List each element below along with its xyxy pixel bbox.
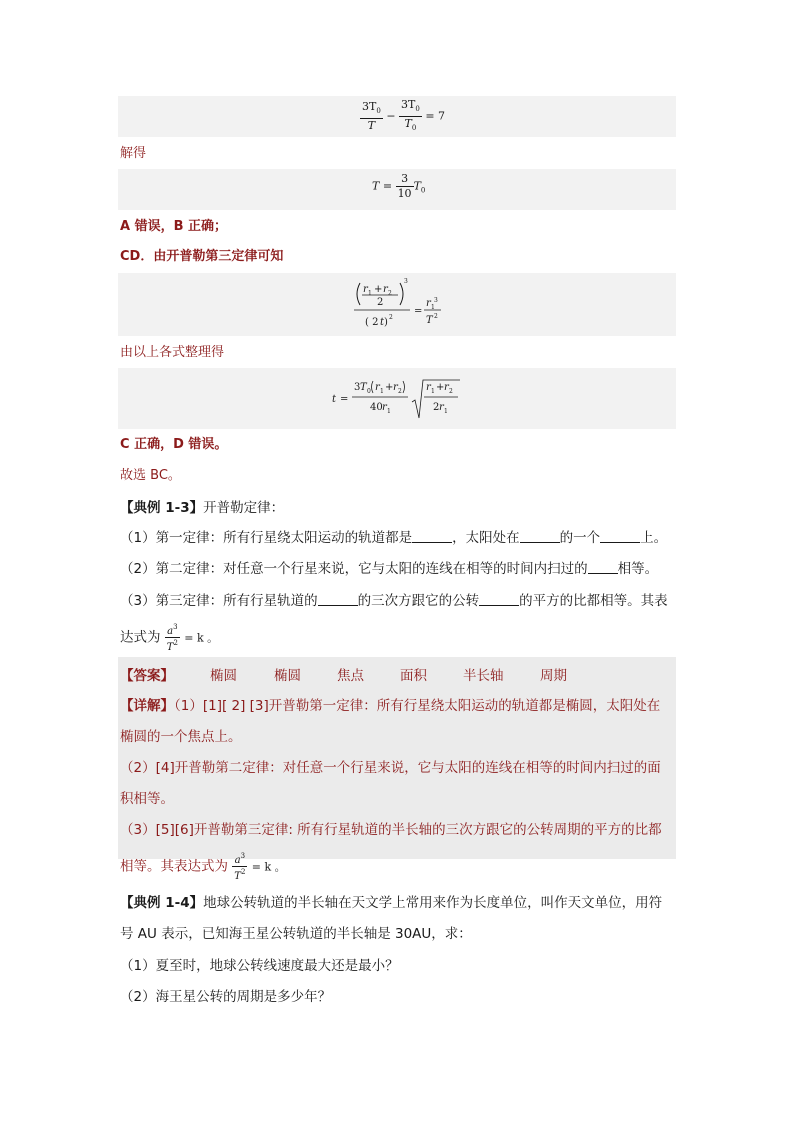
svg-text:3: 3	[434, 297, 438, 304]
svg-text:+: +	[436, 382, 445, 393]
svg-text:+: +	[385, 382, 394, 393]
equation-2: T = $\frac{3}{10}$ $T_0$	[372, 172, 426, 200]
detail-p2b: 积相等。	[120, 791, 174, 807]
svg-text:1: 1	[380, 388, 384, 395]
svg-text:3: 3	[404, 278, 408, 285]
cd-intro: CD．由开普勒第三定律可知	[120, 249, 284, 264]
answer-item-6: 周期	[540, 668, 567, 684]
example-1-3-q3: （3）第三定律：所有行星轨道的 的三次方跟它的公转 的平方的比都相等。其表	[120, 593, 668, 609]
svg-text:r: r	[363, 284, 368, 295]
detail-p2a: （2）[4]开普勒第二定律：对任意一个行星来说，它与太阳的连线在相等的时间内扫过的面	[120, 760, 661, 776]
cd-conclusion: C 正确，D 错误。	[120, 437, 228, 452]
svg-text:40: 40	[370, 402, 383, 413]
example-1-4-q2: （2）海王星公转的周期是多少年？	[120, 989, 332, 1005]
detail-p3b: 相等。其表达式为 $\frac{a^3}{T^2}$ = k 。	[120, 852, 286, 882]
answer-label: 【答案】	[120, 668, 174, 684]
svg-text:=: =	[414, 306, 423, 317]
svg-text:1: 1	[387, 408, 391, 415]
example-1-3-heading: 【典例 1-3】开普勒定律：	[120, 500, 285, 516]
svg-text:=: =	[340, 394, 349, 405]
svg-text:2: 2	[449, 388, 453, 395]
svg-text:r: r	[426, 298, 431, 309]
svg-text:2: 2	[434, 313, 438, 320]
svg-text:t: t	[332, 394, 337, 405]
svg-text:2: 2	[398, 388, 402, 395]
svg-text:t: t	[380, 317, 385, 328]
svg-text:r: r	[383, 284, 388, 295]
svg-text:1: 1	[431, 388, 435, 395]
svg-text:1: 1	[431, 304, 435, 311]
svg-text:r: r	[375, 382, 380, 393]
example-1-3-q1: （1）第一定律：所有行星绕太阳运动的轨道都是 ，太阳处在 的一个 上。	[120, 530, 668, 546]
equation-1: $\frac{3T_0}{T}$ − $\frac{3T_0}{T_0}$ = 7	[362, 98, 446, 132]
svg-text:T: T	[360, 382, 367, 393]
svg-text:( 2: ( 2	[365, 317, 379, 328]
svg-text:1: 1	[444, 408, 448, 415]
svg-text:0: 0	[367, 388, 371, 395]
combine-label: 由以上各式整理得	[120, 345, 225, 360]
svg-text:2: 2	[433, 402, 440, 413]
choose-line: 故选 BC。	[120, 468, 181, 483]
svg-text:2: 2	[389, 314, 393, 321]
example-1-3-q3-expression: 达式为 $\frac{a^3}{T^2}$ = k 。	[120, 623, 219, 653]
answer-item-1: 椭圆	[210, 668, 237, 684]
detail-p1a: 【详解】（1）[1][ 2] [3]开普勒第一定律：所有行星绕太阳运动的轨道都是椭圆，太阳处在	[120, 698, 661, 714]
detail-p1b: 椭圆的一个焦点上。	[120, 729, 242, 745]
svg-text:2: 2	[388, 290, 392, 297]
svg-text:+: +	[374, 284, 383, 295]
svg-text:r: r	[444, 382, 449, 393]
solve-label: 解得	[120, 146, 147, 161]
svg-text:T: T	[426, 315, 433, 326]
svg-text:r: r	[393, 382, 398, 393]
svg-text:1: 1	[368, 290, 372, 297]
example-1-4-l1: 【典例 1-4】地球公转轨道的半长轴在天文学上常用来作为长度单位，叫作天文单位，用符	[120, 895, 663, 911]
answer-item-2: 椭圆	[274, 668, 301, 684]
equation-4	[330, 372, 470, 426]
answer-item-5: 半长轴	[463, 668, 504, 684]
detail-p3a: （3）[5][6]开普勒第三定律: 所有行星轨道的半长轴的三次方跟它的公转周期的平方的比都	[120, 822, 662, 838]
example-1-3-q2: （2）第二定律：对任意一个行星来说，它与太阳的连线在相等的时间内扫过的 相等。	[120, 561, 659, 577]
svg-text:r: r	[382, 402, 387, 413]
svg-text:): )	[384, 317, 388, 328]
ab-conclusion: A 错误，B 正确；	[120, 219, 228, 234]
example-1-4-l2: 号 AU 表示，已知海王星公转轨道的半长轴是 30AU，求：	[120, 926, 472, 942]
svg-text:r: r	[426, 382, 431, 393]
svg-text:2: 2	[377, 297, 384, 308]
answer-item-4: 面积	[400, 668, 427, 684]
equation-3	[348, 275, 448, 335]
svg-text:r: r	[439, 402, 444, 413]
svg-text:3: 3	[354, 382, 361, 393]
example-1-4-q1: （1）夏至时，地球公转线速度最大还是最小？	[120, 958, 399, 974]
answer-item-3: 焦点	[337, 668, 364, 684]
